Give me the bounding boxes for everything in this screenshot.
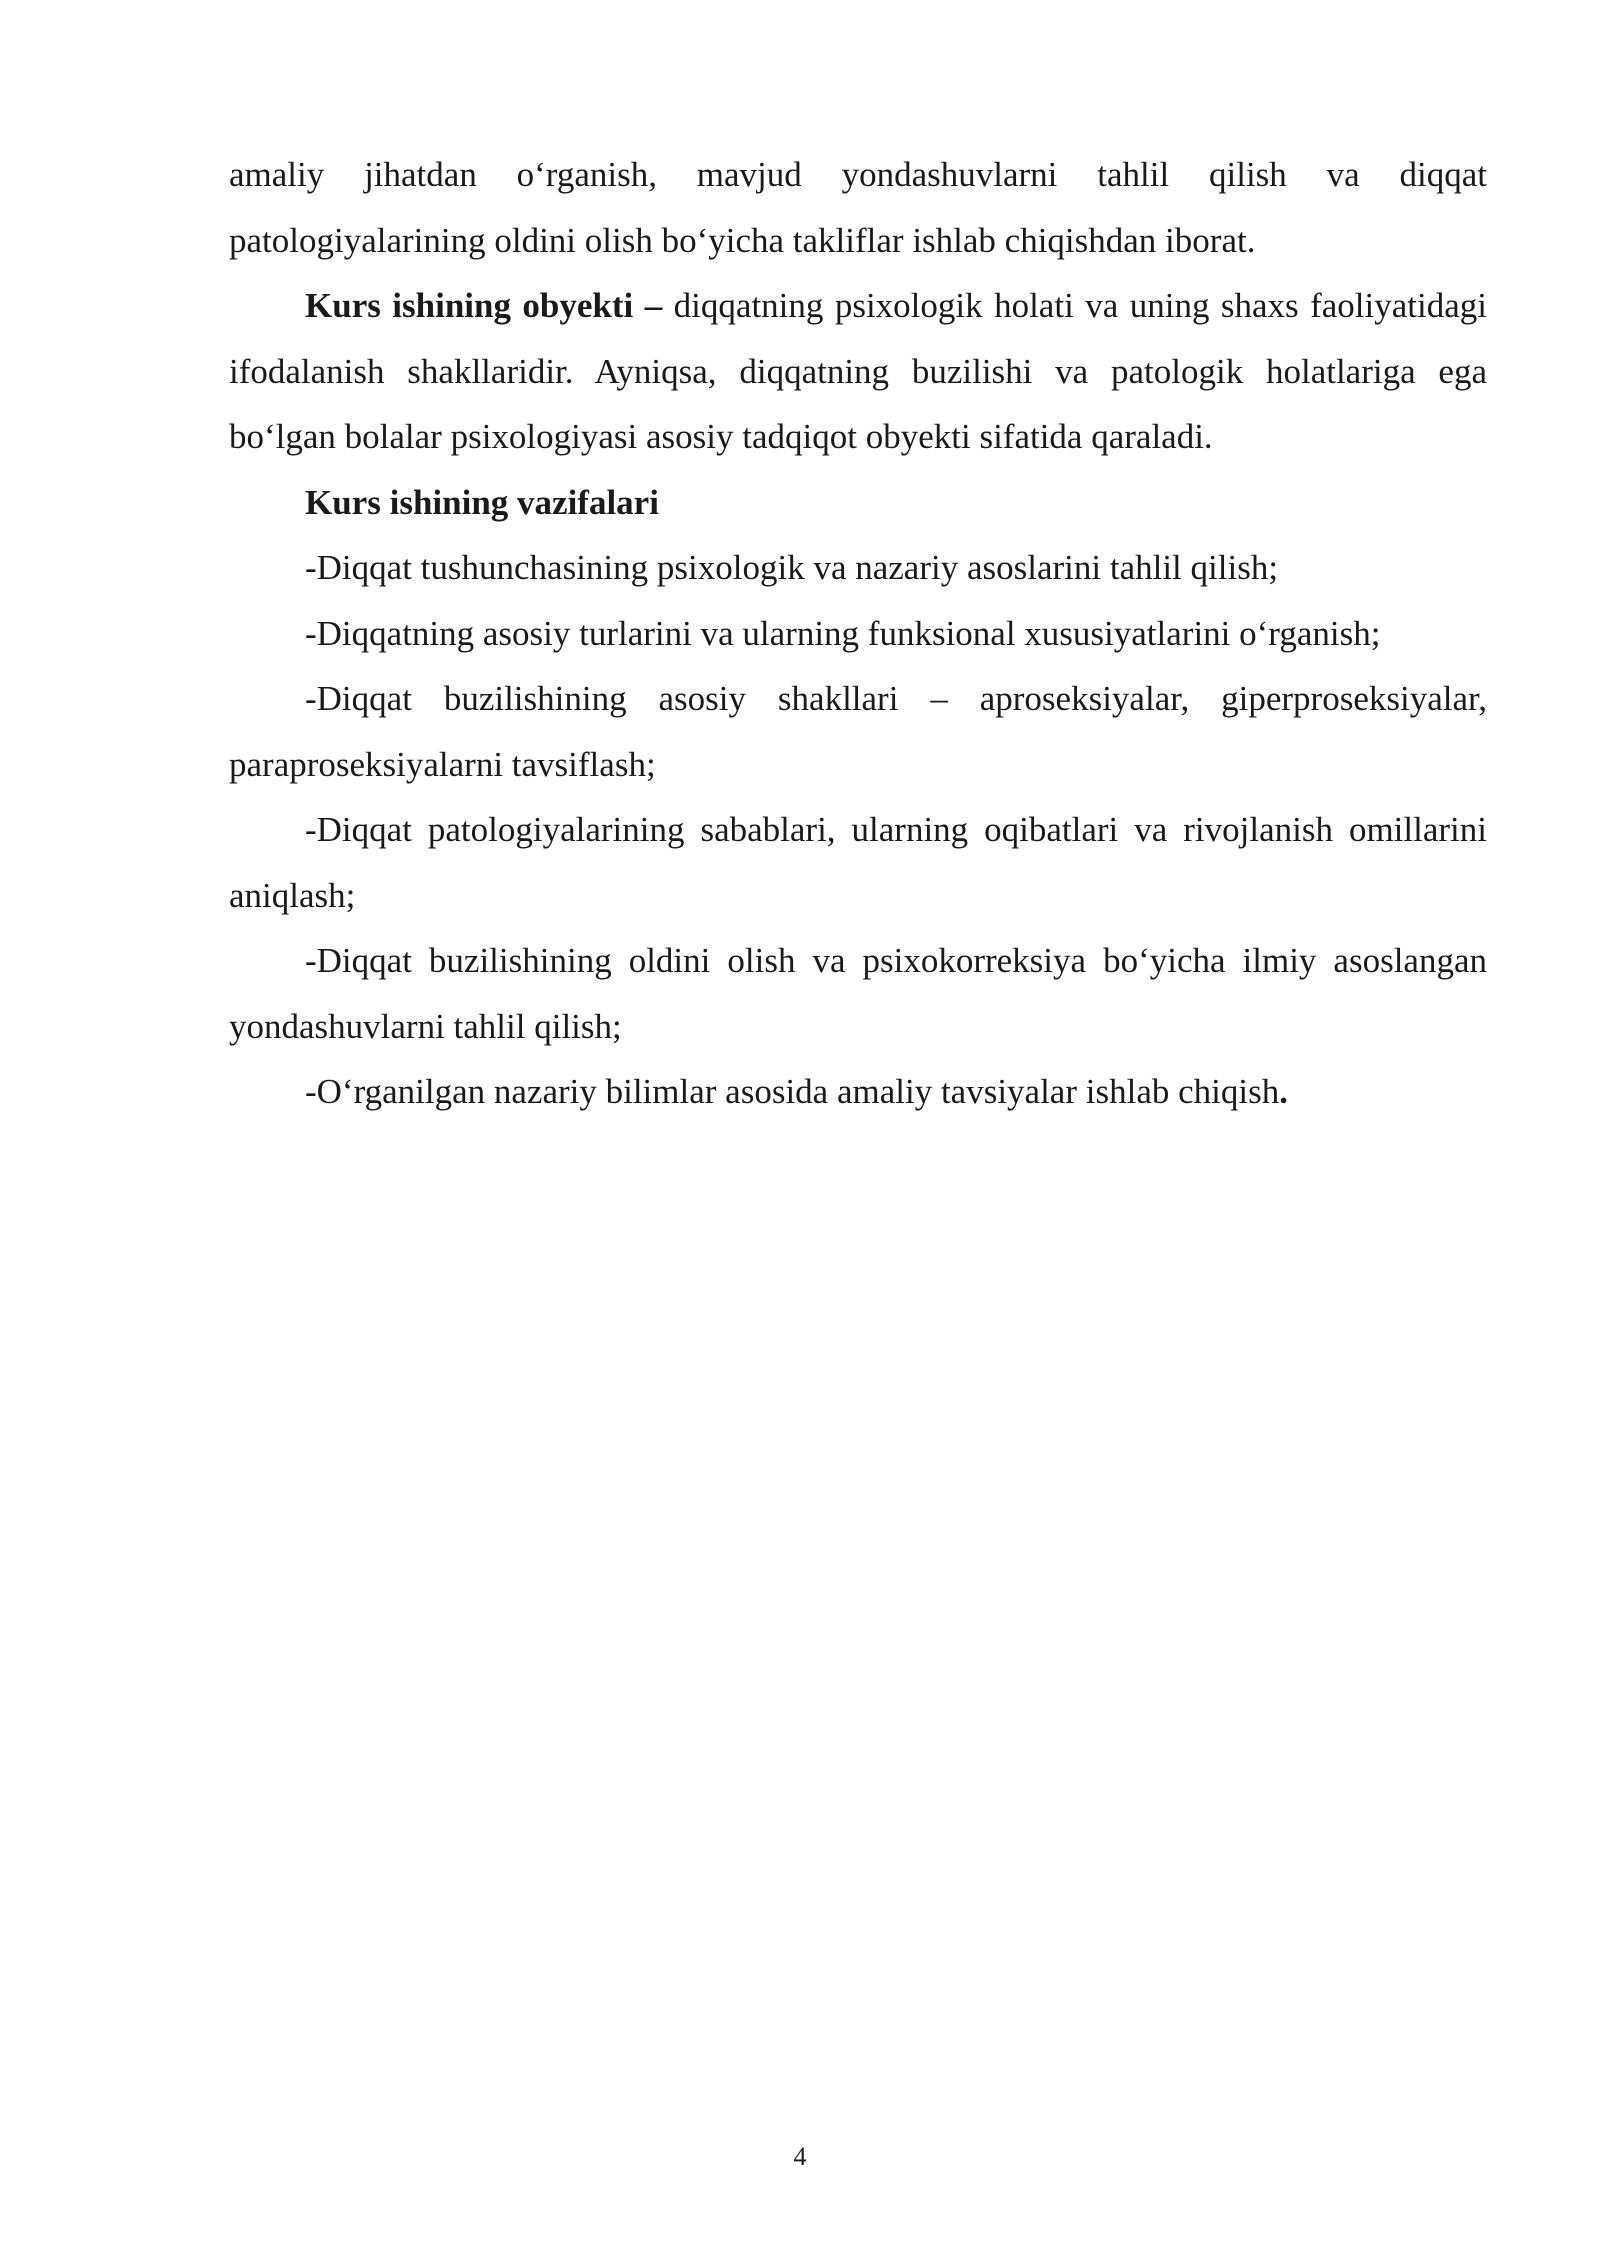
last-task-period: .	[1279, 1072, 1288, 1111]
task-item: -Diqqat tushunchasining psixologik va nazariy asoslarini tahlil qilish;	[305, 548, 1279, 587]
task-item-last	[229, 1059, 1487, 1125]
page-number: 4	[793, 2142, 807, 2171]
paragraph-object	[229, 273, 1487, 470]
tasks-heading: Kurs ishining vazifalari	[305, 482, 659, 522]
task-item: -Diqqat buzilishining oldini olish va psixokorreksiya bo‘yicha ilmiy asoslangan yondashuvlarni tahlil qilish;	[229, 941, 1487, 1046]
paragraph-intro: amaliy jihatdan o‘rganish, mavjud yondashuvlarni tahlil qilish va diqqat patologiyalarining oldini olish bo‘yicha takliflar ishlab chiqishdan iborat.	[229, 155, 1487, 260]
task-item: -Diqqat buzilishining asosiy shakllari – aproseksiyalar, giperproseksiyalar, paraproseksiyalarni tavsiflash;	[229, 679, 1487, 784]
last-task-text: -O‘rganilgan nazariy bilimlar asosida amaliy tavsiyalar ishlab chiqish	[305, 1072, 1280, 1111]
object-description: diqqatning psixologik holati va uning shaxs faoliyatidagi ifodalanish shakllaridir. Ayniqsa, diqqatning buzilishi va patologik holatlariga ega bo‘lgan bolalar psixologiyasi asosiy tadqiqot obyekti sifatida qaraladi.	[229, 286, 1487, 456]
body-text	[229, 142, 1487, 1125]
object-label: Kurs ishining obyekti –	[305, 286, 663, 325]
task-item: -Diqqat patologiyalarining sabablari, ularning oqibatlari va rivojlanish omillarini aniqlash;	[229, 810, 1487, 915]
task-item: -Diqqatning asosiy turlarini va ularning funksional xususiyatlarini o‘rganish;	[305, 613, 1381, 653]
